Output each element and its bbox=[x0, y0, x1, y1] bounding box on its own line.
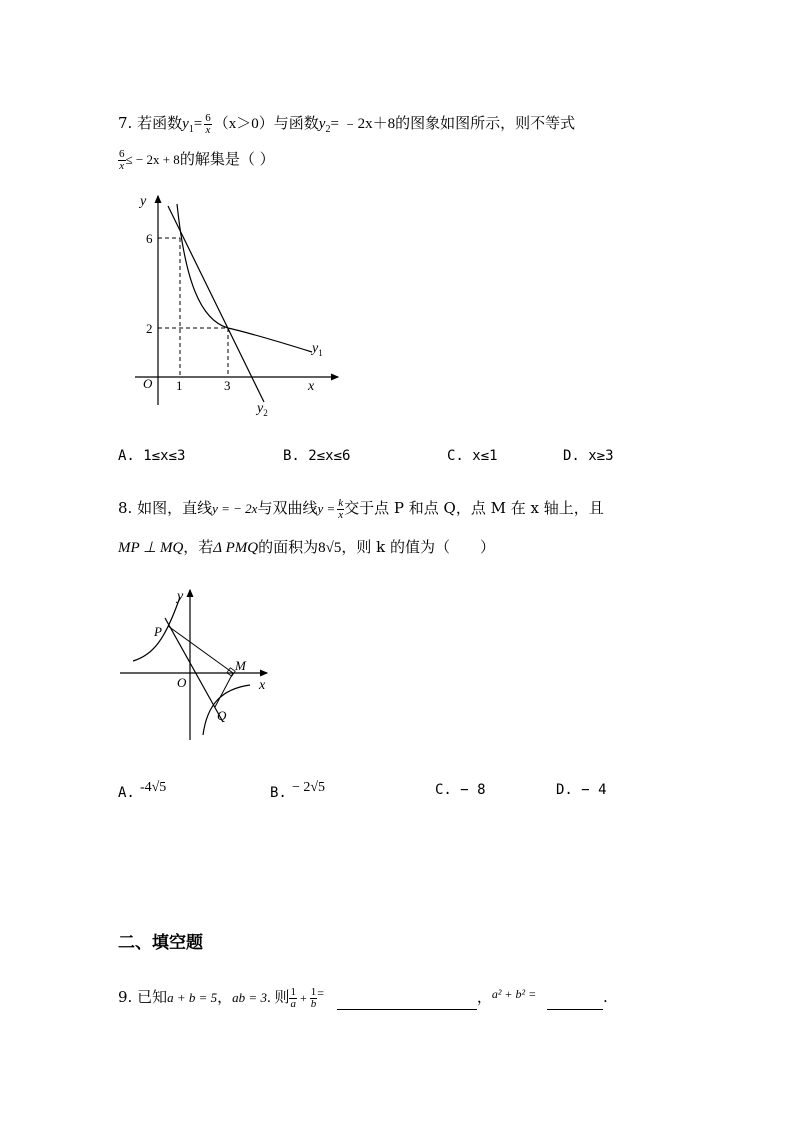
q7-ineq-num: 6 bbox=[119, 147, 125, 160]
q7-line-label-sub: 2 bbox=[263, 408, 268, 418]
q8-text-1: 如图，直线 bbox=[137, 499, 213, 517]
q9-plus: + bbox=[296, 991, 310, 1005]
q9-end: . bbox=[603, 988, 608, 1006]
q8-option-c[interactable]: C. − 8 bbox=[435, 782, 486, 798]
q8-label-x: x bbox=[259, 678, 266, 693]
q8-hyp-num: k bbox=[338, 496, 344, 509]
q7-y2: y bbox=[318, 116, 326, 132]
q8-text-6: ，则 k 的值为（ ） bbox=[341, 538, 495, 556]
q8-label-m: M bbox=[235, 658, 246, 673]
q7-line-label bbox=[255, 401, 268, 418]
q7-text-3: 的图象如图所示，则不等式 bbox=[395, 114, 576, 132]
q8-area: 8√5 bbox=[318, 540, 342, 556]
q7-y1: y bbox=[182, 116, 189, 132]
q7-line-y2 bbox=[168, 206, 264, 402]
q7-tick-2: 2 bbox=[146, 321, 153, 336]
q9-expr2: a² + b² = bbox=[491, 987, 537, 1001]
q8-option-b-value: − 2√5 bbox=[291, 780, 326, 795]
q8-line bbox=[165, 618, 223, 722]
q9-sep-2: ， bbox=[476, 988, 492, 1006]
q7-label-x: x bbox=[308, 379, 315, 394]
q9-expr1-eq: = bbox=[317, 986, 325, 1000]
q8-text-3: 交于点 P 和点 Q，点 M 在 x 轴上，且 bbox=[344, 499, 604, 517]
q8-label-origin: O bbox=[177, 675, 187, 690]
q7-option-a[interactable]: A. 1≤x≤3 bbox=[118, 448, 186, 464]
q8-hyp-lhs: y = bbox=[317, 501, 336, 516]
q8-line-eq: y = − 2x bbox=[212, 501, 258, 516]
q8-text-2: 与双曲线 bbox=[257, 499, 318, 517]
q8-line2 bbox=[118, 536, 495, 559]
q9-line bbox=[118, 985, 608, 1010]
q9-blank-2[interactable] bbox=[547, 1009, 603, 1010]
q9-frac-a-den: a bbox=[290, 997, 296, 1010]
q7-y1-sub: 1 bbox=[188, 124, 194, 135]
q7-label-origin: O bbox=[143, 376, 153, 391]
q7-option-b[interactable]: B. 2≤x≤6 bbox=[283, 448, 351, 464]
q7-tick-1: 1 bbox=[176, 378, 183, 393]
q7-text-2: 与函数 bbox=[273, 114, 319, 132]
q9-cond-1: a + b = 5 bbox=[167, 990, 218, 1005]
q7-ineq-den: x bbox=[119, 159, 125, 172]
q8-option-a[interactable] bbox=[118, 782, 166, 802]
q7-frac-den: x bbox=[205, 123, 211, 136]
q7-text-4: 的解集是（ ） bbox=[179, 150, 275, 168]
q9-cond-2: ab = 3 bbox=[232, 990, 267, 1005]
q8-segment-pm bbox=[168, 626, 233, 673]
q8-number: 8. bbox=[118, 499, 133, 517]
q8-label-q: Q bbox=[217, 708, 227, 723]
q8-perp: MP ⊥ MQ bbox=[118, 540, 184, 556]
q9-text-2: . 则 bbox=[266, 990, 290, 1006]
q9-frac-a bbox=[289, 987, 297, 1010]
q9-number: 9. bbox=[118, 988, 133, 1006]
q7-ineq-rhs: ≤ − 2x + 8 bbox=[125, 152, 180, 167]
q8-option-a-value: -4√5 bbox=[139, 780, 167, 795]
q8-option-b[interactable] bbox=[270, 782, 325, 802]
q7-rhs: = ﹣2x＋8 bbox=[330, 116, 396, 132]
q7-tick-6: 6 bbox=[146, 231, 153, 246]
q8-text-5: 的面积为 bbox=[258, 538, 319, 556]
q7-text-1: 若函数 bbox=[137, 114, 183, 132]
q7-frac-num: 6 bbox=[205, 111, 211, 124]
q7-condition: （x＞0） bbox=[213, 116, 274, 132]
q7-number: 7. bbox=[118, 114, 133, 132]
q8-option-a-label: A. bbox=[118, 785, 135, 801]
q7-curve-label-y: y bbox=[312, 341, 319, 356]
q8-option-d[interactable]: D. − 4 bbox=[556, 782, 607, 798]
q7-ineq-fraction bbox=[118, 149, 126, 172]
q8-label-y: y bbox=[177, 589, 184, 604]
q8-hyperbola-lower bbox=[203, 685, 250, 735]
q9-blank-1[interactable] bbox=[337, 1009, 477, 1010]
q8-line1 bbox=[118, 497, 604, 521]
q8-triangle: Δ PMQ bbox=[213, 540, 259, 556]
q7-option-c[interactable]: C. x≤1 bbox=[447, 448, 498, 464]
q7-option-d[interactable]: D. x≥3 bbox=[563, 448, 614, 464]
q7-line2 bbox=[118, 148, 275, 172]
q7-y2-sub: 2 bbox=[325, 124, 331, 135]
q7-graph bbox=[130, 190, 350, 420]
q7-line1 bbox=[118, 112, 575, 141]
q7-fraction bbox=[204, 113, 212, 136]
section-title: 二、填空题 bbox=[118, 933, 203, 953]
q8-graph bbox=[115, 585, 285, 745]
q9-frac-b-num: 1 bbox=[310, 985, 317, 998]
q8-label-p: P bbox=[154, 624, 162, 639]
q7-curve-label bbox=[310, 341, 323, 358]
q7-tick-3: 3 bbox=[224, 378, 231, 393]
q8-option-b-label: B. bbox=[270, 785, 287, 801]
q9-frac-b-den: b bbox=[310, 997, 317, 1010]
q7-line-label-y: y bbox=[257, 401, 264, 416]
q8-hyp-den: x bbox=[338, 508, 344, 521]
q7-curve-label-sub: 1 bbox=[318, 348, 323, 358]
q7-eq: = bbox=[193, 116, 203, 132]
q7-curve-y1 bbox=[177, 204, 312, 352]
q9-sep: ， bbox=[217, 988, 233, 1006]
q8-text-4: ，若 bbox=[183, 538, 214, 556]
q9-frac-a-num: 1 bbox=[290, 985, 296, 998]
q9-text-1: 已知 bbox=[137, 988, 168, 1006]
q7-label-y: y bbox=[140, 194, 147, 209]
